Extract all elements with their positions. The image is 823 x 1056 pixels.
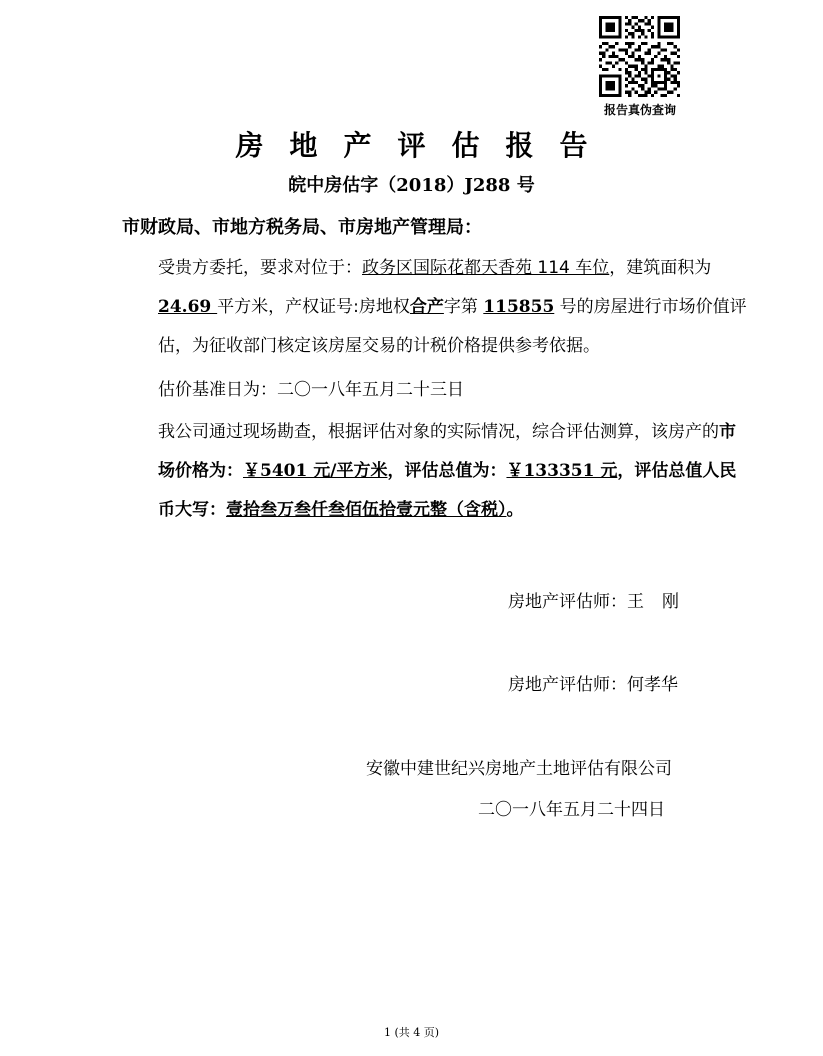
total-label: ，评估总值为：: [387, 461, 507, 481]
paragraph-text: 字第: [443, 297, 484, 317]
total-words-label: ，评估总值人民币大写：: [158, 461, 737, 520]
appraiser-signature-1: [508, 587, 679, 612]
appraiser-name-part: 王: [627, 592, 644, 612]
total-value: ￥133351 元: [506, 461, 618, 481]
paragraph-text: ，建筑面积为: [609, 258, 712, 278]
qr-code[interactable]: [599, 16, 680, 97]
paragraph-text: 我公司通过现场勘查，根据评估对象的实际情况，综合评估测算，该房产的: [158, 422, 719, 442]
company-name: 安徽中建世纪兴房地产土地评估有限公司: [366, 759, 672, 779]
building-area: 24.69: [158, 297, 218, 317]
property-location: 政务区国际花都天香苑 114 车位: [362, 258, 610, 278]
appraiser-name: 何孝华: [627, 675, 678, 695]
report-date: 二〇一八年五月二十四日: [478, 800, 665, 820]
appraiser-label: 房地产评估师：: [508, 592, 627, 612]
unit-price: ￥5401 元/平方米: [243, 461, 388, 481]
appraiser-signature-2: [508, 670, 678, 695]
document-number: 皖中房估字（2018）J288 号: [288, 175, 535, 196]
qr-code-image: [599, 16, 680, 97]
appraiser-label: 房地产评估师：: [508, 675, 627, 695]
paragraph-text: 号的房屋进行市场价值评估，为征收部门核定该房屋交易的计税价格提供参考依据。: [158, 297, 747, 356]
paragraph-end: 。: [506, 500, 524, 520]
paragraph-text: 受贵方委托，要求对位于：: [158, 258, 362, 278]
total-value-in-words: 壹拾叁万叁仟叁佰伍拾壹元整（含税）: [226, 500, 507, 520]
valuation-date-line: 估价基准日为：二〇一八年五月二十三日: [158, 380, 464, 400]
paragraph-entrustment: [122, 249, 748, 366]
certificate-type: 合产: [409, 297, 444, 317]
page-number: 1 (共 4 页): [383, 1026, 440, 1039]
price-label: 市场价格为：: [158, 422, 736, 481]
report-title: 房地产评估报告: [235, 129, 614, 162]
paragraph-valuation-result: [122, 413, 748, 530]
appraiser-name-part: 刚: [662, 592, 679, 612]
addressee: 市财政局、市地方税务局、市房地产管理局：: [122, 217, 482, 238]
paragraph-text: 平方米，产权证号:房地权: [217, 297, 410, 317]
qr-caption: 报告真伪查询: [603, 103, 676, 117]
certificate-number: 115855: [483, 297, 555, 317]
